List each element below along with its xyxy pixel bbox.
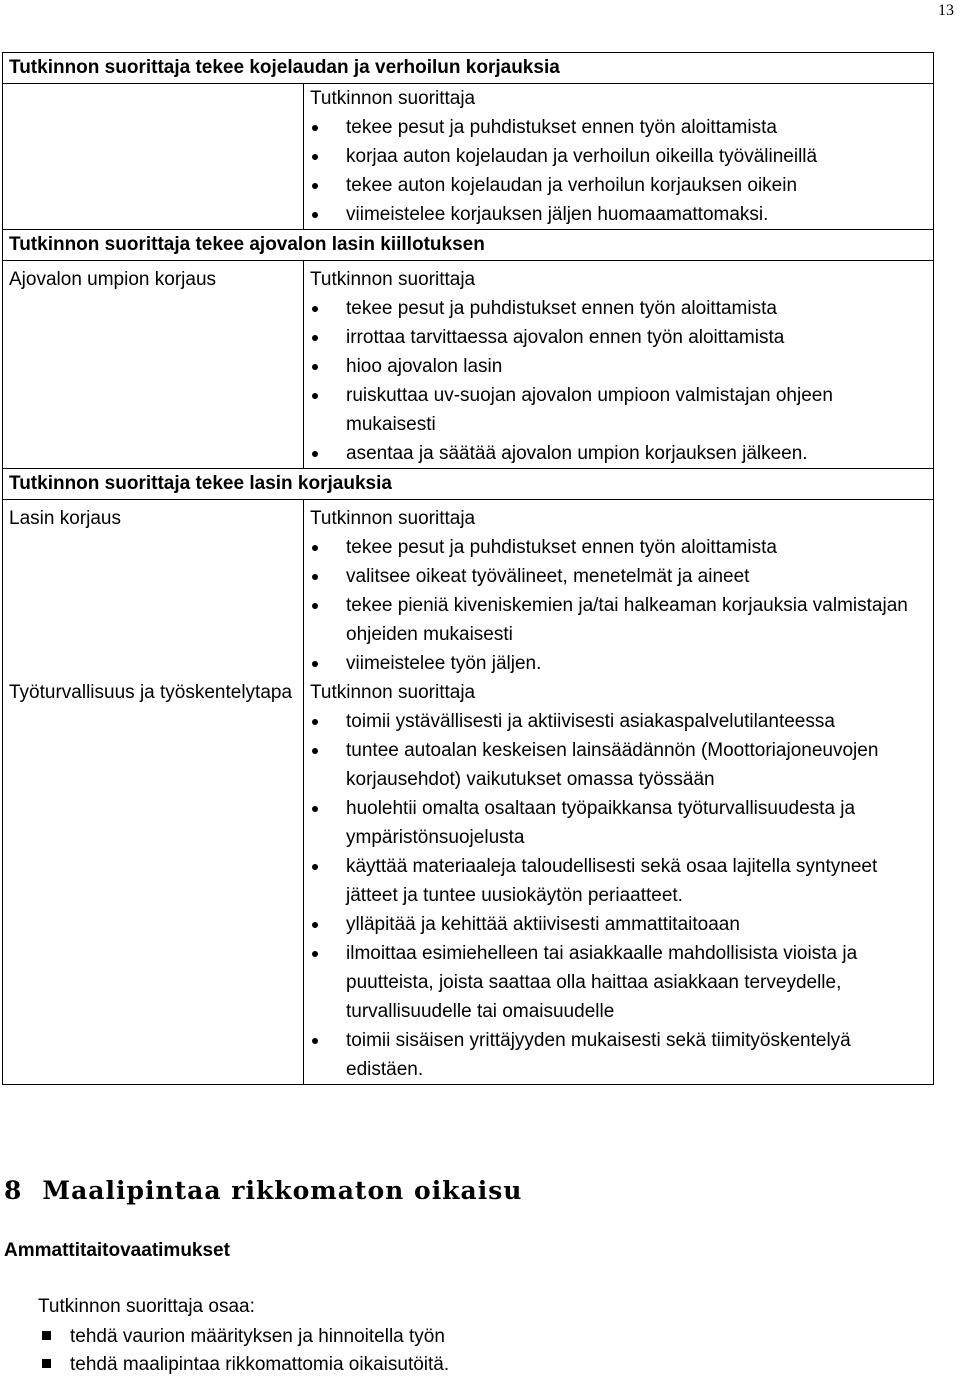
section-title [4, 1176, 522, 1205]
list-item-text: tekee pieniä kiveniskemien ja/tai halkeaman korjauksia valmistajan ohjeiden mukaisesti [346, 595, 908, 645]
page-number: 13 [938, 2, 954, 19]
list-item-text: tehdä maalipintaa rikkomattomia oikaisutöitä. [70, 1354, 450, 1375]
section-number: 8 [4, 1176, 23, 1205]
list-item [310, 591, 927, 649]
bullet-icon [312, 154, 318, 160]
section-heading-row [3, 53, 934, 84]
criteria-cell [304, 678, 934, 1085]
bullet-icon [312, 393, 318, 399]
subheading: Ammattitaitovaatimukset [4, 1240, 230, 1261]
list-item-text: tehdä vaurion määrityksen ja hinnoitella työn [70, 1326, 445, 1347]
section-heading: Tutkinnon suorittaja tekee kojelaudan ja verhoilun korjauksia [3, 53, 934, 84]
list-item-text: toimii sisäisen yrittäjyyden mukaisesti sekä tiimityöskentelyä edistäen. [346, 1030, 851, 1080]
bullet-icon [312, 183, 318, 189]
bullet-icon [312, 864, 318, 870]
list-item [310, 852, 927, 910]
list-item-text: tekee auton kojelaudan ja verhoilun korjauksen oikein [346, 175, 798, 196]
list-item [310, 142, 927, 171]
bullet-icon [312, 951, 318, 957]
list-item [310, 533, 927, 562]
bullet-icon [312, 306, 318, 312]
criteria-lead: Tutkinnon suorittaja [310, 88, 476, 109]
list-item [310, 294, 927, 323]
row-label: Työturvallisuus ja työskentelytapa [3, 678, 304, 1085]
bullet-icon [312, 574, 318, 580]
list-item-text: viimeistelee korjauksen jäljen huomaamattomaksi. [346, 204, 769, 225]
intro-text: Tutkinnon suorittaja osaa: [38, 1296, 255, 1317]
square-bullet-icon [42, 1359, 51, 1368]
criteria-list [310, 533, 927, 678]
bullet-icon [312, 545, 318, 551]
row-label: Ajovalon umpion korjaus [3, 261, 304, 469]
list-item-text: hioo ajovalon lasin [346, 356, 503, 377]
list-item [310, 352, 927, 381]
section-heading-row [3, 469, 934, 500]
list-item [310, 939, 927, 1026]
criteria-row [3, 678, 934, 1085]
criteria-lead: Tutkinnon suorittaja [310, 269, 476, 290]
list-item [310, 439, 927, 468]
list-item [310, 200, 927, 229]
list-item-text: tekee pesut ja puhdistukset ennen työn aloittamista [346, 537, 777, 558]
criteria-list [310, 113, 927, 229]
criteria-list [310, 294, 927, 468]
list-item-text: korjaa auton kojelaudan ja verhoilun oikeilla työvälineillä [346, 146, 818, 167]
list-item-text: ylläpitää ja kehittää aktiivisesti ammattitaitoaan [346, 914, 740, 935]
criteria-lead: Tutkinnon suorittaja [310, 508, 476, 529]
criteria-table [2, 52, 934, 1085]
section-heading: Tutkinnon suorittaja tekee lasin korjauksia [3, 469, 934, 500]
bullet-icon [312, 451, 318, 457]
list-item [310, 707, 927, 736]
criteria-cell [304, 261, 934, 469]
list-item [310, 381, 927, 439]
bullet-icon [312, 125, 318, 131]
list-item [310, 323, 927, 352]
list-item [310, 113, 927, 142]
bullet-icon [312, 719, 318, 725]
list-item-text: asentaa ja säätää ajovalon umpion korjauksen jälkeen. [346, 443, 808, 464]
list-item-text: irrottaa tarvittaessa ajovalon ennen työn aloittamista [346, 327, 785, 348]
criteria-lead: Tutkinnon suorittaja [310, 682, 476, 703]
bullet-icon [312, 922, 318, 928]
bullet-icon [312, 1038, 318, 1044]
section-heading-row [3, 230, 934, 261]
criteria-row [3, 84, 934, 230]
criteria-list [310, 707, 927, 1084]
criteria-row [3, 500, 934, 679]
list-item [310, 562, 927, 591]
list-item [40, 1351, 449, 1379]
list-item-text: viimeistelee työn jäljen. [346, 653, 542, 674]
criteria-row [3, 261, 934, 469]
row-label: Lasin korjaus [3, 500, 304, 679]
list-item-text: tekee pesut ja puhdistukset ennen työn aloittamista [346, 117, 777, 138]
list-item [310, 736, 927, 794]
bullet-icon [312, 661, 318, 667]
list-item [310, 1026, 927, 1084]
section-title-text: Maalipintaa rikkomaton oikaisu [42, 1176, 523, 1205]
list-item [40, 1323, 449, 1351]
bullet-icon [312, 748, 318, 754]
list-item-text: huolehtii omalta osaltaan työpaikkansa työturvallisuudesta ja ympäristönsuojelusta [346, 798, 856, 848]
criteria-cell [304, 84, 934, 230]
list-item-text: toimii ystävällisesti ja aktiivisesti asiakaspalvelutilanteessa [346, 711, 835, 732]
bullet-icon [312, 806, 318, 812]
list-item-text: valitsee oikeat työvälineet, menetelmät ja aineet [346, 566, 750, 587]
section-heading: Tutkinnon suorittaja tekee ajovalon lasin kiillotuksen [3, 230, 934, 261]
criteria-cell [304, 500, 934, 679]
list-item [310, 171, 927, 200]
list-item-text: ilmoittaa esimiehelleen tai asiakkaalle mahdollisista vioista ja puutteista, joista saattaa olla haittaa asiakkaan terveydelle, turvallisuudelle tai omaisuudelle [346, 943, 858, 1022]
list-item-text: käyttää materiaaleja taloudellisesti sekä osaa lajitella syntyneet jätteet ja tuntee uusiokäytön periaatteet. [346, 856, 878, 906]
list-item [310, 910, 927, 939]
bullet-icon [312, 335, 318, 341]
list-item [310, 649, 927, 678]
bullet-icon [312, 603, 318, 609]
skills-list [40, 1323, 449, 1379]
list-item [310, 794, 927, 852]
bullet-icon [312, 364, 318, 370]
bullet-icon [312, 212, 318, 218]
row-label [3, 84, 304, 230]
list-item-text: ruiskuttaa uv-suojan ajovalon umpioon valmistajan ohjeen mukaisesti [346, 385, 833, 435]
square-bullet-icon [42, 1331, 51, 1340]
list-item-text: tuntee autoalan keskeisen lainsäädännön (Moottoriajoneuvojen korjausehdot) vaikutukset omassa työssään [346, 740, 879, 790]
list-item-text: tekee pesut ja puhdistukset ennen työn aloittamista [346, 298, 777, 319]
